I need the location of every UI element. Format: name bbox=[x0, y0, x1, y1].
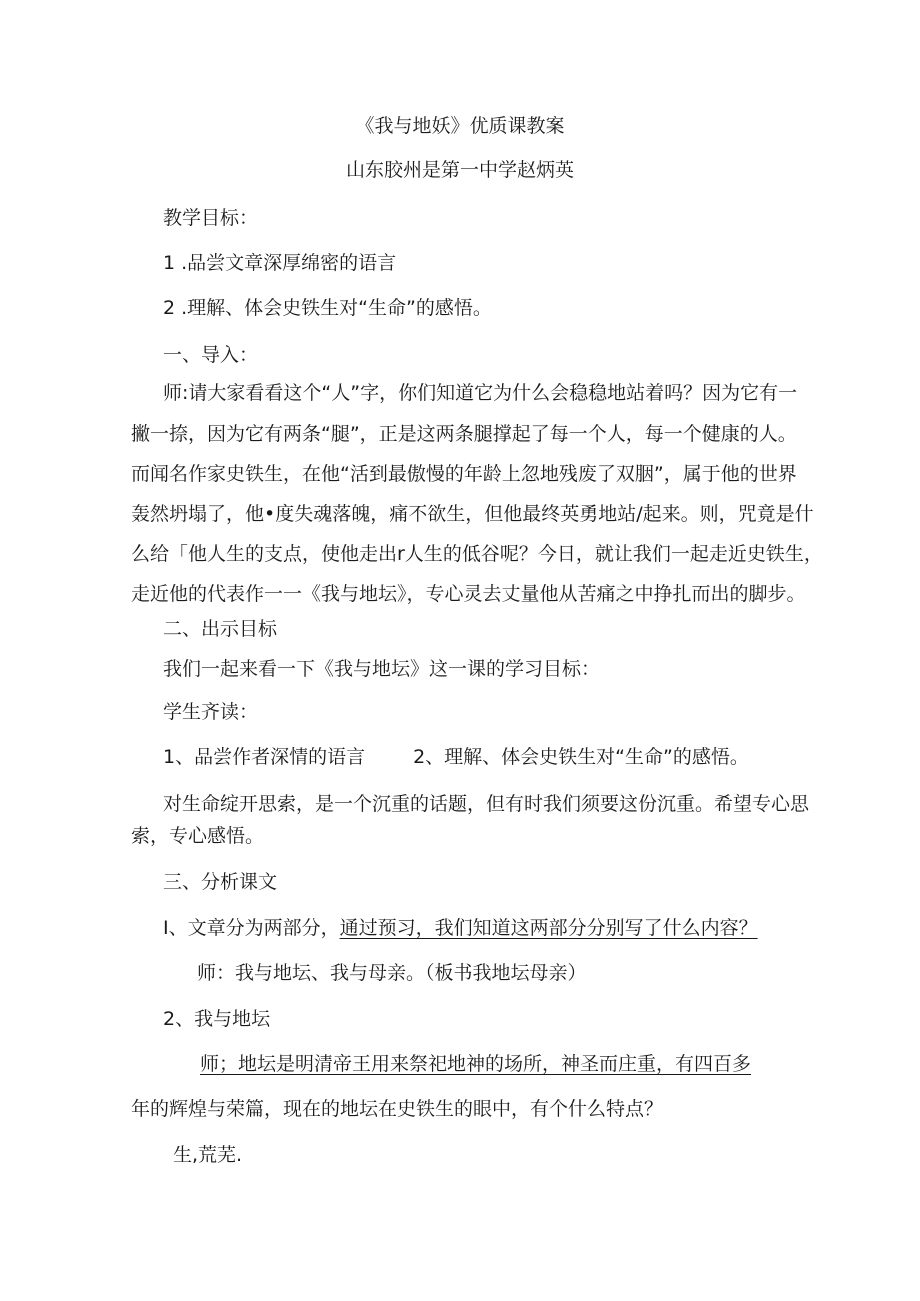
read-together-label: 学生齐读： bbox=[163, 701, 259, 723]
goal-item-2: 2 .理解、体会史铁生对“生命”的感悟。 bbox=[163, 297, 492, 319]
show-goals-text: 我们一起来看一下《我与地坛》这一课的学习目标： bbox=[163, 658, 601, 680]
intro-paragraph-line: 师:请大家看看这个“人”字，你们知道它为什么会稳稳地站着吗？因为它有一 bbox=[163, 382, 798, 404]
intro-paragraph-line: 撇一捺，因为它有两条“腿”，正是这两条腿撑起了每一个人，每一个健康的人。 bbox=[131, 423, 797, 445]
read-goal-2: 2、理解、体会史铁生对“生命”的感悟。 bbox=[413, 746, 749, 768]
goal-item-1: 1 .品尝文章深厚绵密的语言 bbox=[163, 252, 397, 274]
question-1-underlined: 通过预习，我们知道这两部分分别写了什么内容？ bbox=[339, 917, 758, 939]
reflection-line: 对生命绽开思索，是一个沉重的话题，但有时我们须要这份沉重。希望专心思 bbox=[163, 793, 810, 815]
section-heading-analysis: 三、分析课文 bbox=[163, 871, 278, 893]
intro-paragraph-line: 而闻名作家史铁生，在他“活到最傲慢的年龄上忽地残废了双胭”，属于他的世界 bbox=[131, 463, 797, 485]
question-2-continued: 年的辉煌与荣篇，现在的地坛在史铁生的眼中，有个什么特点？ bbox=[131, 1098, 664, 1120]
intro-paragraph-line: 轰然坍塌了，他•度失魂落魄，痛不欲生，但他最终英勇地站/起来。则，咒竟是什 bbox=[131, 503, 814, 525]
intro-paragraph-line: 么给「他人生的支点，使他走出r人生的低谷呢？今日，就让我们一起走近史铁生， bbox=[131, 543, 823, 565]
page-title: 《我与地妖》优质课教案 bbox=[355, 115, 565, 137]
question-2-underlined: 师；地坛是明清帝王用来祭祀地神的场所，神圣而庄重，有四百多 bbox=[200, 1053, 752, 1075]
question-1-answer: 师：我与地坛、我与母亲。（板书我地坛母亲） bbox=[197, 962, 587, 984]
read-goal-1: 1、品尝作者深情的语言 bbox=[163, 746, 366, 768]
read-goals-line bbox=[163, 745, 749, 769]
student-answer: 生,荒芜. bbox=[173, 1144, 243, 1166]
intro-paragraph-line: 走近他的代表作一一《我与地坛》，专心灵去丈量他从苦痛之中挣扎而出的脚步。 bbox=[131, 583, 806, 605]
section-heading-intro: 一、导入： bbox=[163, 344, 259, 366]
goals-heading: 教学目标： bbox=[163, 207, 259, 229]
question-1-prefix: I、文章分为两部分， bbox=[163, 917, 340, 939]
section-heading-goals: 二、出示目标 bbox=[163, 618, 278, 640]
question-1 bbox=[163, 916, 758, 940]
subsection-heading-ditan: 2、我与地坛 bbox=[163, 1008, 271, 1030]
author-line: 山东胶州是第一中学赵炳英 bbox=[345, 159, 574, 181]
reflection-line: 索，专心感悟。 bbox=[131, 825, 265, 847]
